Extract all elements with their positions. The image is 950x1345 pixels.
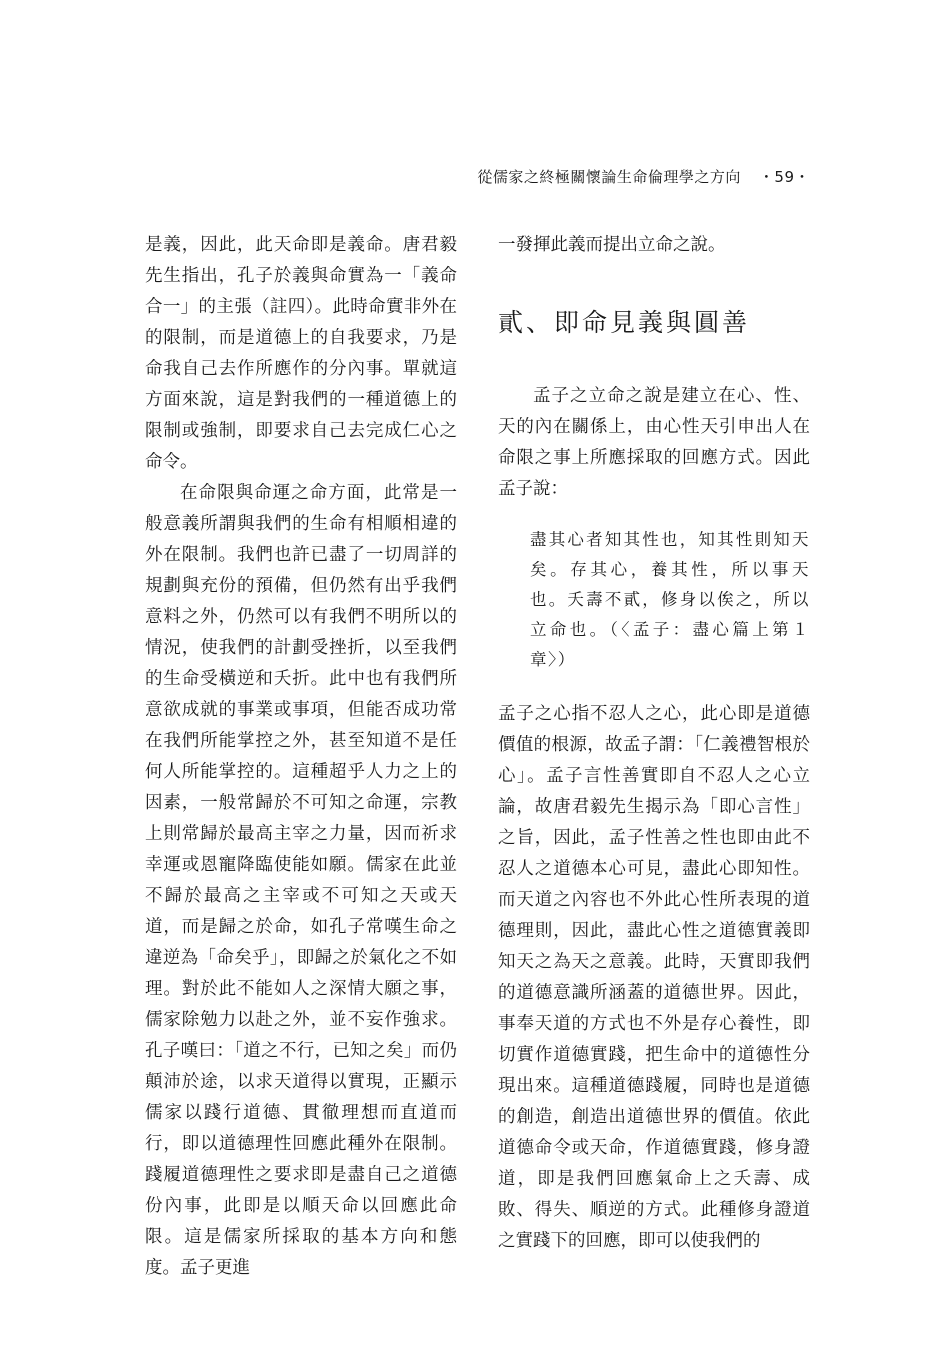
running-title: 從儒家之終極關懷論生命倫理學之方向 — [477, 168, 741, 186]
page-number: ・59・ — [758, 168, 810, 186]
running-header — [477, 166, 810, 187]
right-column — [498, 230, 810, 1257]
paragraph: 是義，因此，此天命即是義命。唐君毅先生指出，孔子於義與命實為一「義命合一」的主張（註四）。此時命實非外在的限制，而是道德上的自我要求，乃是命我自己去作所應作的分內事。單就這方面來說，這是對我們的一種道德上的限制或強制，即要求自己去完成仁心之命令。 — [145, 235, 457, 472]
paragraph: 一發揮此義而提出立命之說。 — [498, 235, 726, 255]
paragraph: 孟子之心指不忍人之心，此心即是道德價值的根源，故孟子謂：「仁義禮智根於心」。孟子言性善實即自不忍人之心立論，故唐君毅先生揭示為「即心言性」之旨，因此，孟子性善之性也即由此不忍人之道德本心可見，盡此心即知性。而天道之內容也不外此心性所表現的道德理則，因此，盡此心性之道德實義即知天之為天之意義。此時，天實即我們的道德意識所涵蓋的道德世界。因此，事奉天道的方式也不外是存心養性，即切實作道德實踐，把生命中的道德性分現出來。這種道德踐履，同時也是道德的創造，創造出道德世界的價值。依此道德命令或天命，作道德實踐，修身證道，即是我們回應氣命上之夭壽、成敗、得失、順逆的方式。此種修身證道之實踐下的回應，即可以使我們的 — [498, 704, 810, 1251]
section-heading: 貳、即命見義與圓善 — [498, 308, 751, 337]
paragraph: 在命限與命運之命方面，此常是一般意義所謂與我們的生命有相順相違的外在限制。我們也許已盡了一切周詳的規劃與充份的預備，但仍然有出乎我們意料之外，仍然可以有我們不明所以的情況，使我們的計劃受挫折，以至我們的生命受橫逆和夭折。此中也有我們所意欲成就的事業或事項，但能否成功常在我們所能掌控之外，甚至知道不是任何人所能掌控的。這種超乎人力之上的因素，一般常歸於不可知之命運，宗教上則常歸於最高主宰之力量，因而祈求幸運或恩寵降臨使能如願。儒家在此並不歸於最高之主宰或不可知之天或天道，而是歸之於命，如孔子常嘆生命之違逆為「命矣乎」，即歸之於氣化之不如理。對於此不能如人之深情大願之事，儒家除勉力以赴之外，並不妄作強求。孔子嘆曰：「道之不行，已知之矣」而仍顛沛於途，以求天道得以實現，正顯示儒家以踐行道德、貫徹理想而直道而行，即以道德理性回應此種外在限制。踐履道德理性之要求即是盡自己之道德份內事，此即是以順天命以回應此命限。這是儒家所採取的基本方向和態度。孟子更進 — [145, 483, 457, 1278]
paragraph: 孟子之立命之說是建立在心、性、天的內在關係上，由心性天引申出人在命限之事上所應採取的回應方式。因此孟子說： — [498, 386, 810, 499]
left-column — [145, 230, 457, 1284]
block-quote: 盡其心者知其性也，知其性則知天矣。存其心，養其性，所以事天也。夭壽不貳，修身以俟之，所以立命也。（〈孟子：盡心篇上第１章〉） — [530, 530, 810, 669]
